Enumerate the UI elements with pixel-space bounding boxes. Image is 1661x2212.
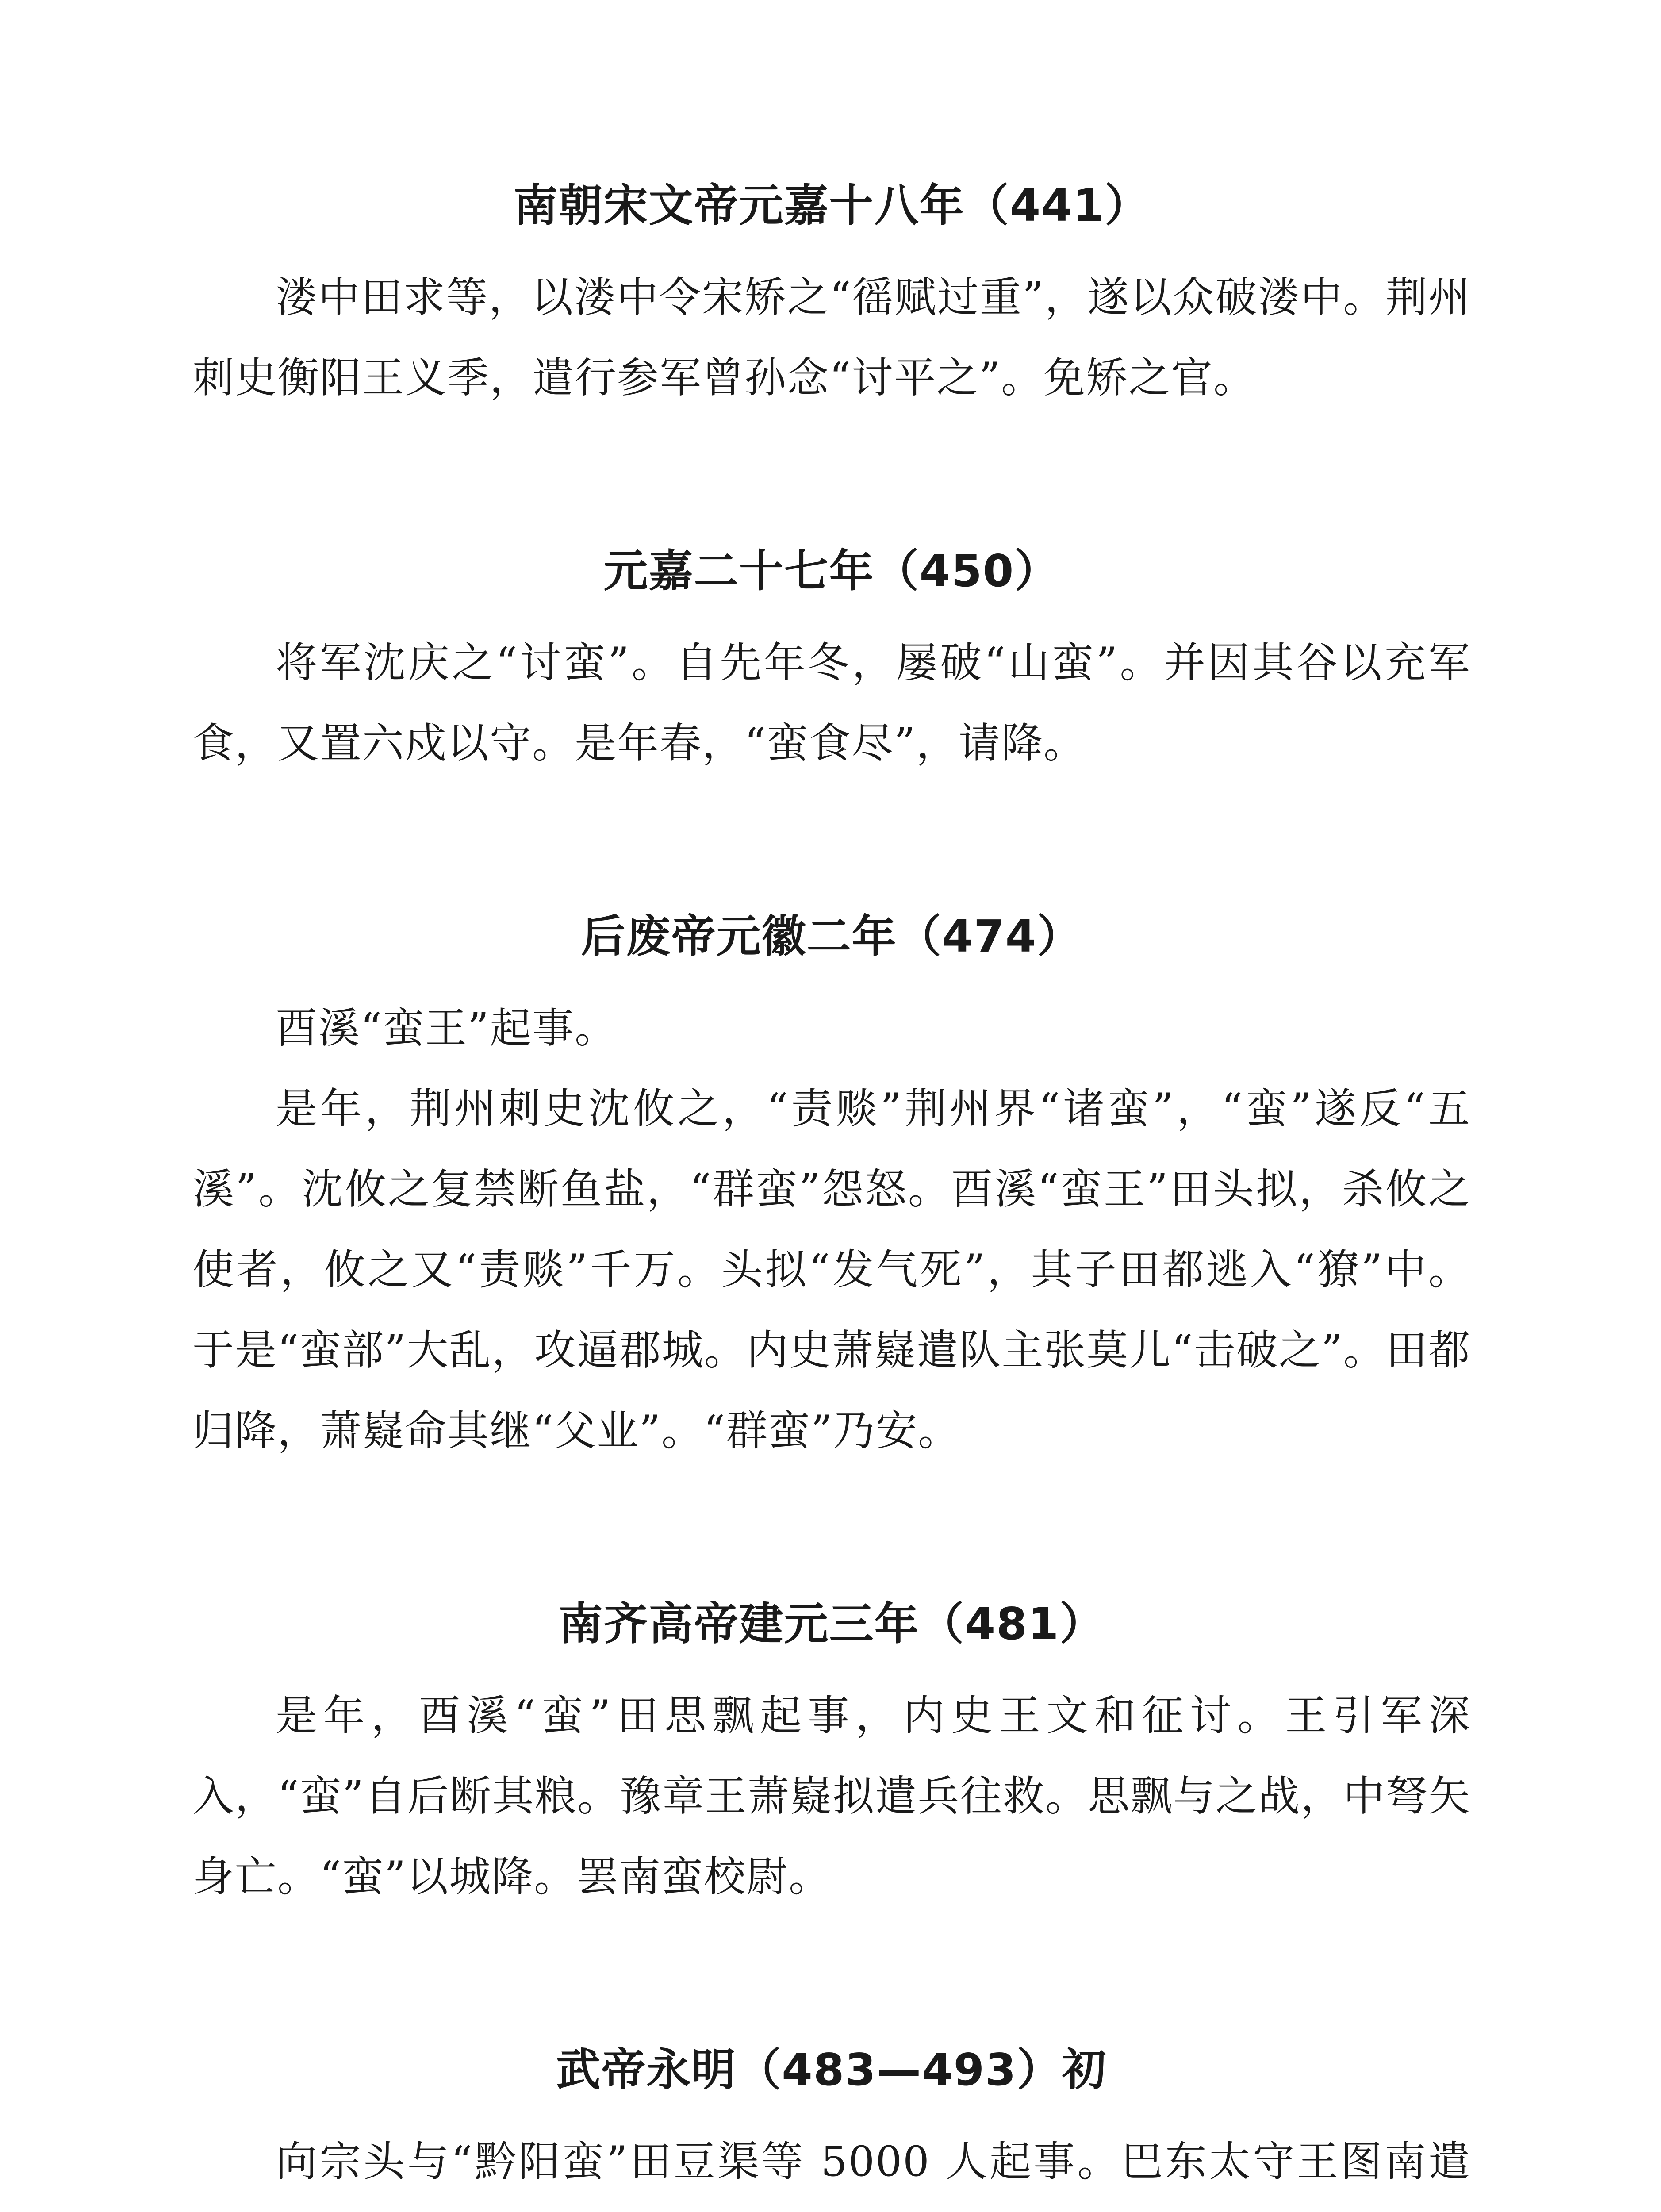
paragraph: 向宗头与“黔阳蛮”田豆渠等 5000 人起事。巴东太守王图南遣 [276, 2138, 1471, 2186]
entry-441 [192, 168, 1471, 419]
paragraph: 是年，酉溪“蛮”田思飘起事，内史王文和征讨。王引军深入，“蛮”自后断其粮。豫章王萧嶷拟遣兵往救。思飘与之战，中弩矢身亡。“蛮”以城降。罢南蛮校尉。 [192, 1692, 1471, 1901]
paragraph: 酉溪“蛮王”起事。 [276, 1004, 618, 1052]
entry-483-493 [192, 2032, 1471, 2212]
paragraph: 将军沈庆之“讨蛮”。自先年冬，屡破“山蛮”。并因其谷以充军食，又置六戍以守。是年春，“蛮食尽”，请降。 [192, 639, 1471, 768]
entry-474 [192, 899, 1471, 1471]
paragraph: 溇中田求等，以溇中令宋矫之“徭赋过重”，遂以众破溇中。荆州刺史衡阳王义季，遣行参军曾孙念“讨平之”。免矫之官。 [192, 273, 1471, 402]
page-content [192, 168, 1471, 2212]
section-heading: 南朝宋文帝元嘉十八年（441） [513, 180, 1150, 231]
section-heading: 后废帝元徽二年（474） [581, 910, 1082, 962]
section-heading: 元嘉二十七年（450） [603, 545, 1060, 597]
paragraph: 是年，荆州刺史沈攸之，“责赕”荆州界“诸蛮”，“蛮”遂反“五溪”。沈攸之复禁断鱼盐，“群蛮”怨怒。酉溪“蛮王”田头拟，杀攸之使者，攸之又“责赕”千万。头拟“发气死”，其子田都逃入“獠”中。于是“蛮部”大乱，攻逼郡城。内史萧嶷遣队主张莫儿“击破之”。田都归降，萧嶷命其继“父业”。“群蛮”乃安。 [192, 1085, 1471, 1455]
section-heading: 武帝永明（483—493）初 [556, 2044, 1107, 2096]
entry-481 [192, 1586, 1471, 1917]
section-heading: 南齐高帝建元三年（481） [558, 1598, 1105, 1650]
entry-450 [192, 534, 1471, 784]
